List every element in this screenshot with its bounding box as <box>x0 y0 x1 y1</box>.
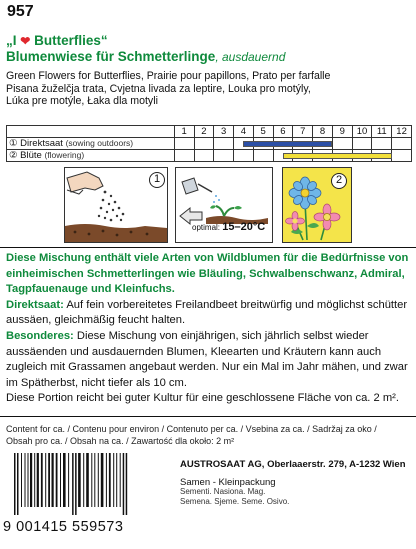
barcode-bar <box>25 453 26 507</box>
translated-names <box>6 70 406 108</box>
description-intro: Diese Mischung enthält viele Arten von Wildblumen für die Bedürfnisse von einheimischen Schmetterlingen wie Bläuling, Schwalbenschwanz, Admiral, Tagpfauenauge und Kleinfuchs. <box>6 252 409 296</box>
row-label: Direktsaat <box>20 138 63 149</box>
pack-header: Samen - Kleinpackung <box>180 477 276 488</box>
calendar-row-sowing <box>7 138 412 150</box>
barcode-number: 9 001415 559573 <box>3 519 124 535</box>
barcode-bar <box>37 453 39 507</box>
barcode-bar <box>34 453 35 507</box>
row-note: (flowering) <box>44 150 85 160</box>
barcode-bar <box>17 453 19 515</box>
barcode-bar <box>56 453 58 507</box>
barcode-bar <box>48 453 50 507</box>
barcode-bar <box>98 453 99 507</box>
title-german: Blumenwiese für Schmetterlinge <box>6 49 216 64</box>
direktsaat-paragraph <box>6 298 410 329</box>
barcode-bar <box>91 453 92 507</box>
names-line: Pisana žuželčja trata, Cvjetna livada za leptire, Louka pro motýly, <box>6 82 311 95</box>
barcode-bar <box>21 453 22 507</box>
barcode-bar <box>14 453 16 515</box>
package-info <box>180 478 289 506</box>
portion-text: Diese Portion reicht bei guter Kultur für eine geschlossene Fläche von ca. 2 m². <box>6 392 400 405</box>
barcode-bar <box>63 453 66 507</box>
contents-line: Obsah pro ca. / Obsah na ca. / Zawartość dla około: 2 m² <box>6 436 235 446</box>
flowering-pictogram <box>282 167 352 243</box>
title-quote-open: „I <box>6 33 17 48</box>
barcode-bar <box>72 453 74 515</box>
optimal-value: 15–20°C <box>222 221 266 233</box>
description <box>0 247 416 417</box>
barcode-bar <box>94 453 95 507</box>
title-butterflies: Butterflies“ <box>34 33 108 48</box>
barcode-bar <box>86 453 89 507</box>
barcode-bar <box>126 453 128 515</box>
barcode-bar <box>101 453 104 507</box>
row-number: ① <box>9 138 18 149</box>
barcode-bar <box>28 453 29 507</box>
month-header: 2 <box>194 126 214 138</box>
direktsaat-text: Auf fein vorbereitetes Freilandbeet breitwürfig und möglichst schütter aussäen, gleichmäßig feucht halten. <box>6 298 408 327</box>
barcode-bar <box>123 453 125 515</box>
besonderes-label: Besonderes: <box>6 329 74 342</box>
step-number-2: 2 <box>331 173 347 189</box>
barcode <box>12 453 172 515</box>
month-header: 11 <box>372 126 392 138</box>
row-number: ② <box>9 150 18 161</box>
month-header: 7 <box>293 126 313 138</box>
barcode-bar <box>116 453 117 507</box>
barcode-bar <box>52 453 54 507</box>
month-header: 10 <box>352 126 372 138</box>
step-number-1: 1 <box>149 172 165 188</box>
contents-info <box>6 423 377 447</box>
row-label: Blüte <box>20 150 42 161</box>
pack-line: Sementi. Nasiona. Mag. <box>180 487 266 497</box>
month-header: 12 <box>392 126 412 138</box>
pack-line: Semena. Sjeme. Seme. Osivo. <box>180 496 290 506</box>
month-header: 1 <box>174 126 194 138</box>
month-header: 8 <box>313 126 333 138</box>
optimal-temperature <box>192 221 265 233</box>
optimal-label: optimal: <box>192 223 221 232</box>
barcode-bar <box>60 453 61 507</box>
names-line: Green Flowers for Butterflies, Prairie pour papillons, Prato per farfalle <box>6 70 331 82</box>
company-address: AUSTROSAAT AG, Oberlaaerstr. 279, A-1232 Wien <box>180 459 406 470</box>
besonderes-text: Diese Mischung von einjährigen, sich jährlich selbst wieder aussäenden und ausdauernden Blumen, Kleearten und Kräutern kann auch zugleich mit Grassamen angebaut werden. Nur ein Mal im Jahr mähen, und zwar im Spätherbst, nicht tiefer als 10 cm. <box>6 329 408 389</box>
month-header: 6 <box>273 126 293 138</box>
barcode-bar <box>109 453 111 507</box>
direktsaat-label: Direktsaat: <box>6 298 64 311</box>
barcode-bar <box>45 453 46 507</box>
heart-icon: ❤ <box>20 34 31 48</box>
barcode-bar <box>75 453 77 515</box>
barcode-bar <box>83 453 84 507</box>
product-title <box>6 33 285 65</box>
barcode-bar <box>120 453 121 507</box>
title-perennial: , ausdauernd <box>215 50 286 64</box>
barcode-bar <box>41 453 43 507</box>
contents-line: Content for ca. / Contenu pour environ / Contenuto per ca. / Vsebina za ca. / Sadržaj za oko / <box>6 424 377 434</box>
besonderes-paragraph <box>6 329 410 391</box>
names-line: Lúka pre motýle, Łaka dla motyli <box>6 95 158 108</box>
month-header: 9 <box>332 126 352 138</box>
sowing-pictogram <box>64 167 168 243</box>
flowering-period-bar <box>283 153 392 159</box>
product-code: 957 <box>7 3 34 20</box>
month-header: 5 <box>253 126 273 138</box>
barcode-bar <box>113 453 114 507</box>
month-header: 4 <box>234 126 254 138</box>
row-note: (sowing outdoors) <box>65 138 134 148</box>
barcode-bar <box>68 453 69 507</box>
month-header: 3 <box>214 126 234 138</box>
sowing-period-bar <box>243 141 332 147</box>
barcode-bar <box>78 453 81 507</box>
barcode-bar <box>30 453 32 507</box>
barcode-bar <box>106 453 107 507</box>
